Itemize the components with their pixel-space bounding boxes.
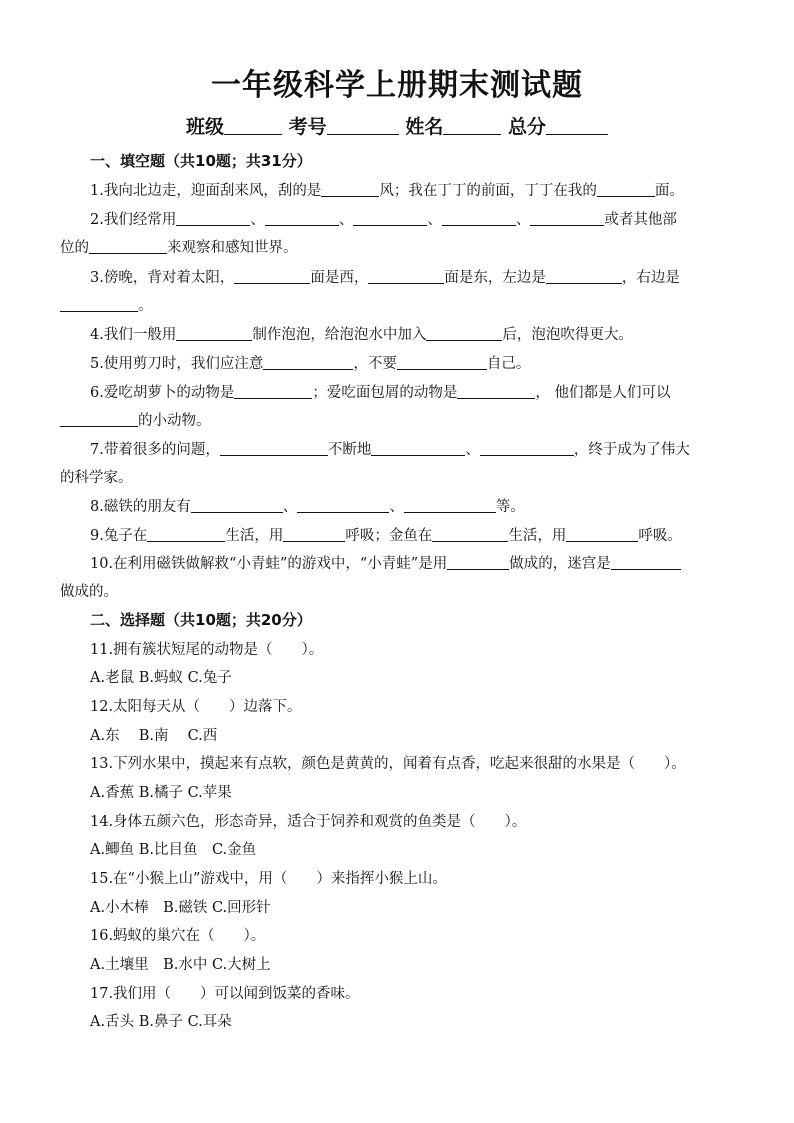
answer-blank[interactable] (397, 354, 487, 370)
answer-blank[interactable] (234, 383, 312, 399)
answer-blank[interactable] (147, 526, 225, 542)
answer-blank[interactable] (265, 210, 339, 226)
section-fill-heading: 一、填空题（共10题；共31分） (90, 152, 312, 170)
answer-blank[interactable] (60, 296, 138, 312)
question-3: 3.傍晚，背对着太阳， 面是西， 面是东，左边是 ，右边是 (90, 270, 680, 286)
question-5: 5.使用剪刀时，我们应注意 ，不要 自己。 (90, 356, 531, 372)
section-choice-heading: 二、选择题（共10题；共20分） (90, 611, 312, 629)
question-10: 10.在利用磁铁做解救“小青蛙”的游戏中，“小青蛙”是用 做成的，迷宫是 (90, 552, 681, 573)
question-16-stem: 16.蚂蚁的巢穴在（ ）。 (90, 928, 266, 944)
question-9: 9.兔子在 生活，用 呼吸；金鱼在 生活，用 呼吸。 (90, 528, 682, 544)
student-info-line (0, 112, 794, 139)
question-14-options: A.鲫鱼 B.比目鱼 C.金鱼 (90, 842, 257, 858)
answer-blank[interactable] (263, 354, 353, 370)
question-2-cont: 位的 来观察和感知世界。 (60, 240, 298, 256)
question-10-cont: 做成的。 (60, 584, 118, 600)
question-17-options: A.舌头 B.鼻子 C.耳朵 (90, 1014, 232, 1030)
question-15-stem: 15.在“小猴上山”游戏中，用（ ）来指挥小猴上山。 (90, 871, 447, 887)
answer-blank[interactable] (432, 526, 508, 542)
question-2: 2.我们经常用 、 、 、 、 或者其他部 (90, 212, 677, 228)
page-title: 一年级科学上册期末测试题 (211, 68, 583, 103)
question-8: 8.磁铁的朋友有 、 、 等。 (90, 499, 525, 515)
answer-blank[interactable] (297, 497, 389, 513)
answer-blank[interactable] (442, 210, 516, 226)
question-15-options: A.小木棒 B.磁铁 C.回形针 (90, 900, 271, 916)
answer-blank[interactable] (176, 210, 250, 226)
question-17-stem: 17.我们用（ ）可以闻到饭菜的香味。 (90, 986, 360, 1002)
question-13-stem: 13.下列水果中，摸起来有点软，颜色是黄黄的，闻着有点香，吃起来很甜的水果是（ ）。 (90, 756, 686, 772)
answer-blank[interactable] (447, 554, 509, 570)
answer-blank[interactable] (191, 497, 283, 513)
class-label: 班级 (186, 116, 225, 138)
question-7-cont: 的科学家。 (60, 470, 133, 486)
question-16-options: A.土壤里 B.水中 C.大树上 (90, 957, 271, 973)
question-11-options: A.老鼠 B.蚂蚁 C.兔子 (90, 670, 232, 686)
name-label: 姓名 (405, 116, 444, 138)
score-blank[interactable] (546, 116, 608, 135)
answer-blank[interactable] (353, 210, 427, 226)
answer-blank[interactable] (283, 526, 345, 542)
question-4: 4.我们一般用 制作泡泡，给泡泡水中加入 后，泡泡吹得更大。 (90, 327, 633, 343)
number-label: 考号 (288, 116, 327, 138)
answer-blank[interactable] (89, 238, 167, 254)
answer-blank[interactable] (480, 440, 574, 456)
question-6: 6.爱吃胡萝卜的动物是 ；爱吃面包屑的动物是 ， 他们都是人们可以 (90, 385, 671, 401)
question-3-cont: 。 (60, 294, 153, 315)
question-1: 1.我向北边走，迎面刮来风，刮的是 风；我在丁丁的前面，丁丁在我的 面。 (90, 183, 684, 199)
name-blank[interactable] (443, 116, 501, 135)
question-6-cont: 的小动物。 (60, 409, 211, 430)
answer-blank[interactable] (404, 497, 496, 513)
answer-blank[interactable] (530, 210, 604, 226)
question-14-stem: 14.身体五颜六色，形态奇异，适合于饲养和观赏的鱼类是（ ）。 (90, 814, 527, 830)
answer-blank[interactable] (546, 268, 622, 284)
score-label: 总分 (507, 116, 546, 138)
answer-blank[interactable] (234, 268, 310, 284)
answer-blank[interactable] (220, 440, 328, 456)
question-7: 7.带着很多的问题， 不断地 、 ，终于成为了伟大 (90, 442, 690, 458)
answer-blank[interactable] (60, 411, 138, 427)
answer-blank[interactable] (566, 526, 638, 542)
question-12-stem: 12.太阳每天从（ ）边落下。 (90, 699, 302, 715)
question-13-options: A.香蕉 B.橘子 C.苹果 (90, 785, 232, 801)
answer-blank[interactable] (611, 554, 681, 570)
answer-blank[interactable] (321, 181, 379, 197)
answer-blank[interactable] (368, 268, 444, 284)
answer-blank[interactable] (371, 440, 465, 456)
question-11-stem: 11.拥有簇状短尾的动物是（ ）。 (90, 642, 324, 658)
number-blank[interactable] (327, 116, 399, 135)
question-12-options: A.东 B.南 C.西 (90, 728, 218, 744)
answer-blank[interactable] (597, 181, 655, 197)
answer-blank[interactable] (426, 325, 502, 341)
answer-blank[interactable] (176, 325, 252, 341)
answer-blank[interactable] (457, 383, 535, 399)
class-blank[interactable] (224, 116, 282, 135)
